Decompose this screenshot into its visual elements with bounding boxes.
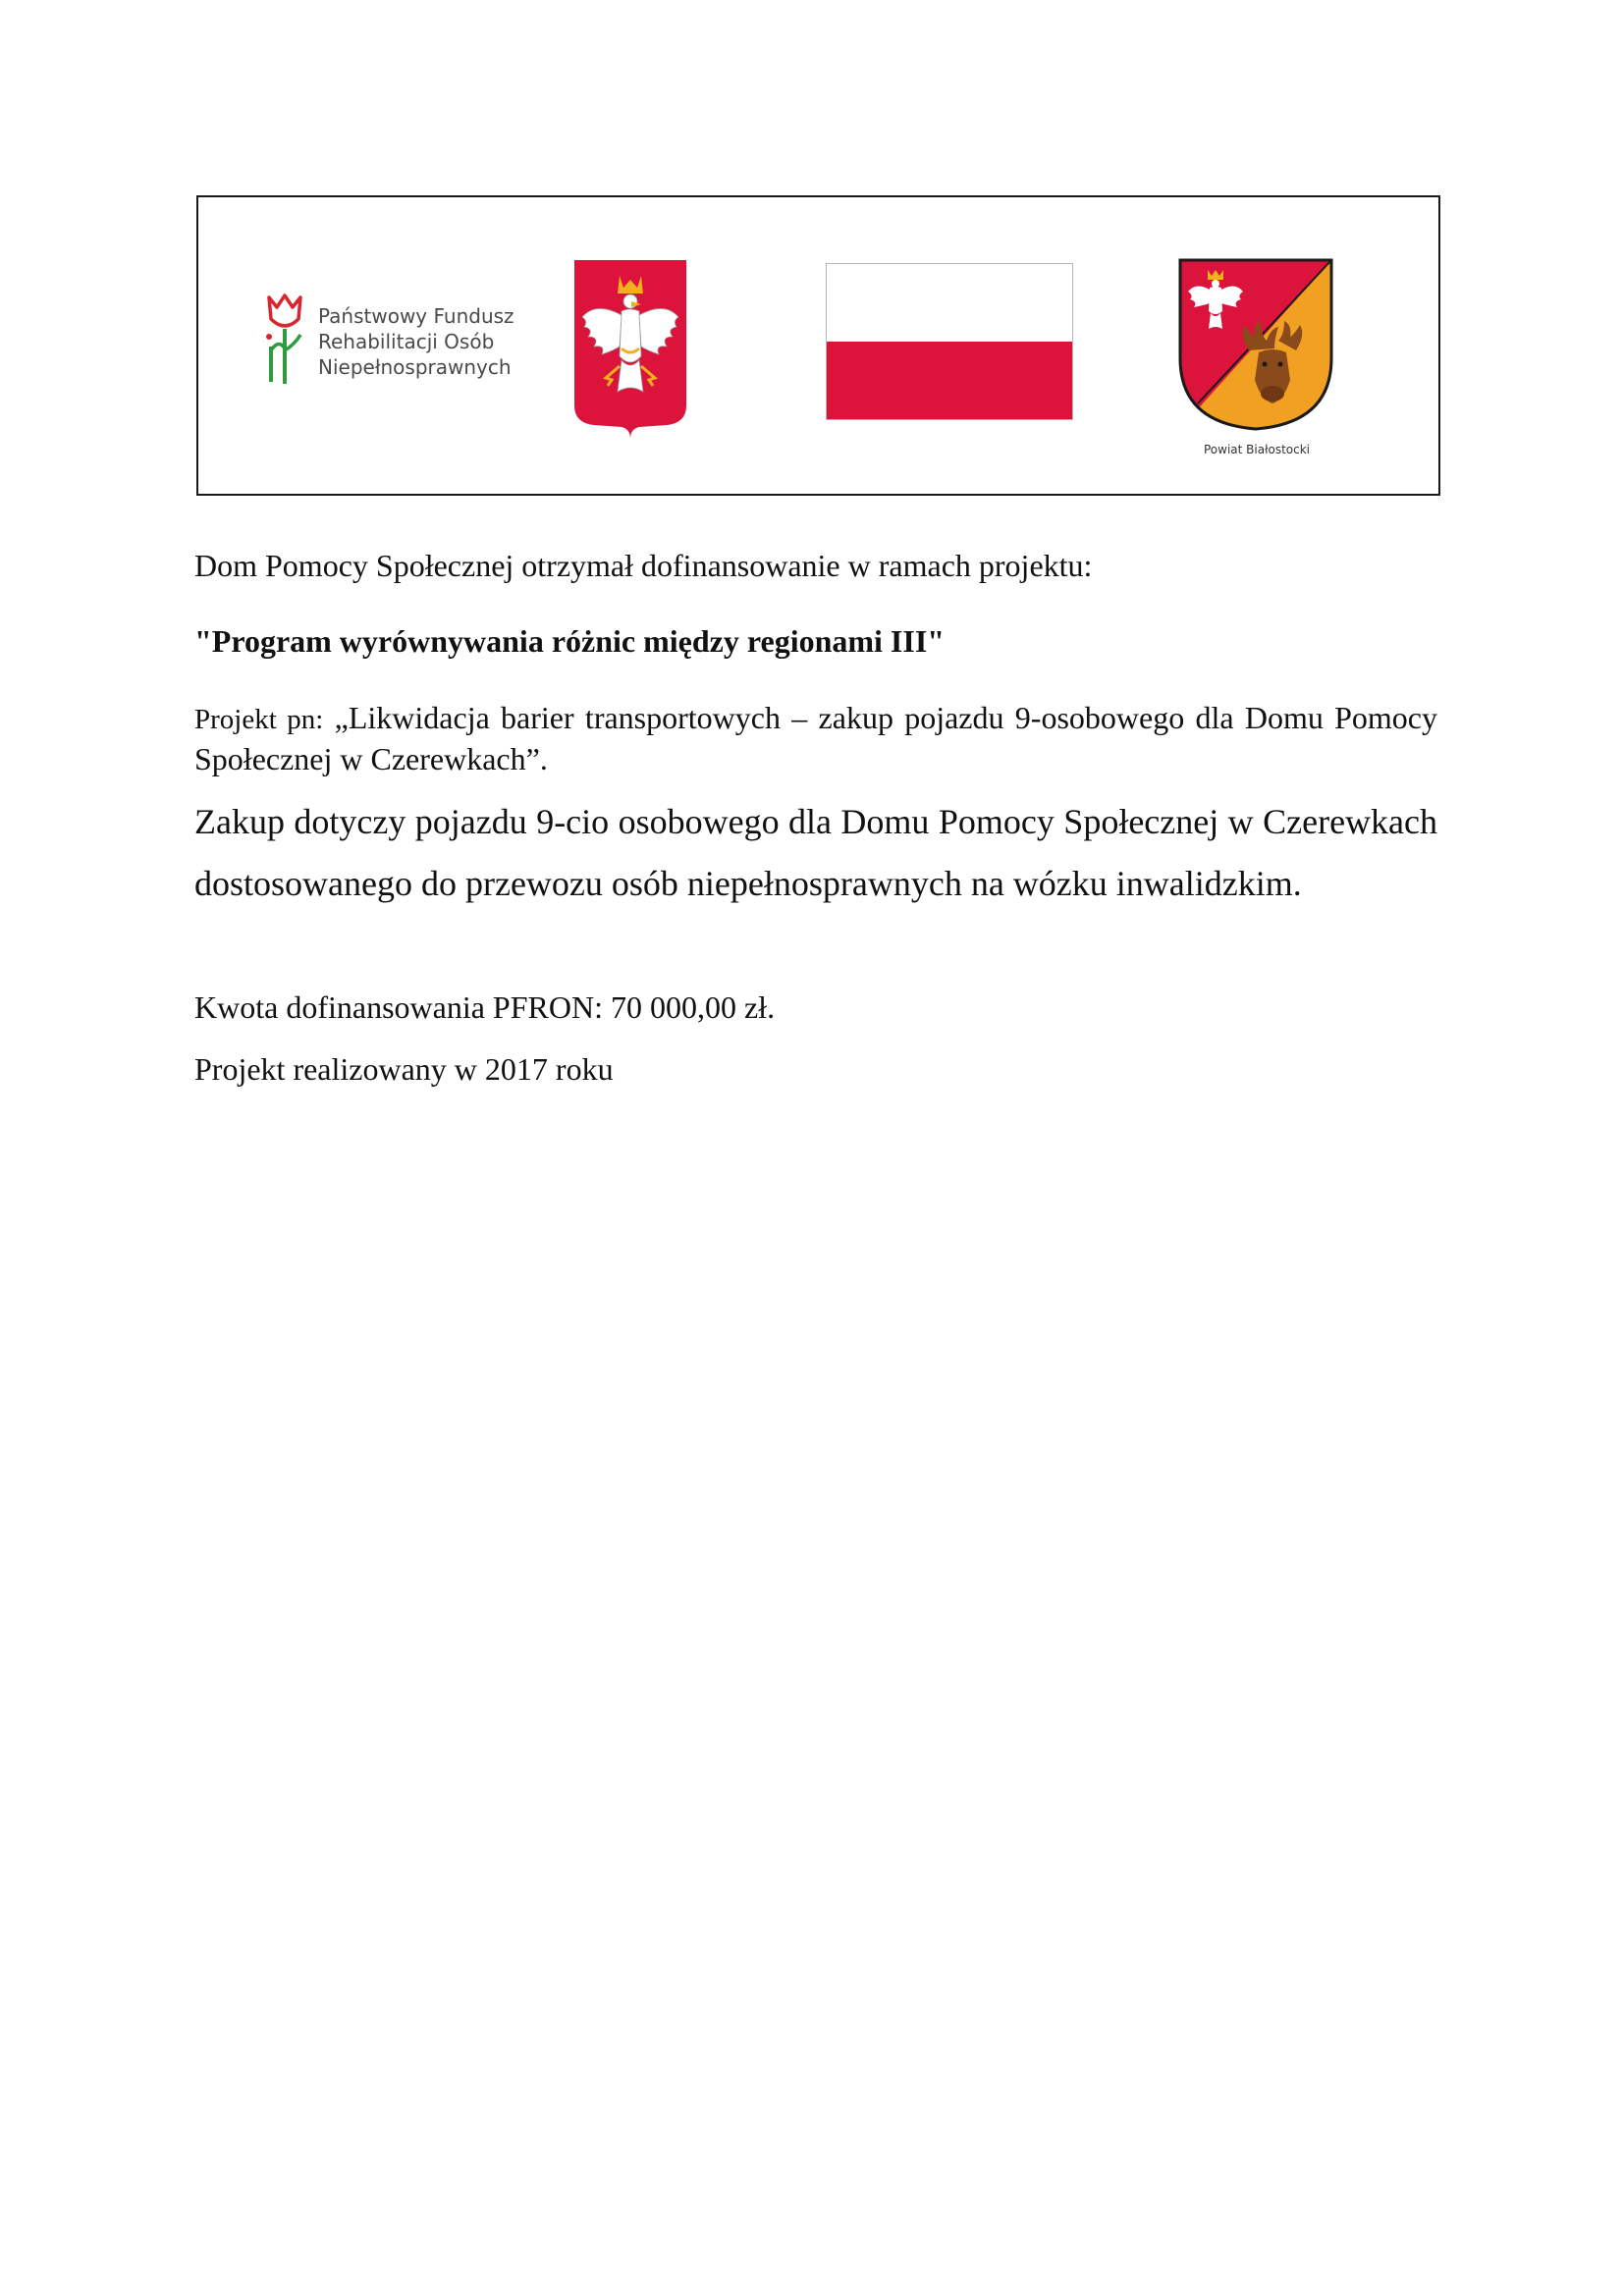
pfron-name-line-2: Rehabilitacji Osób (318, 330, 495, 353)
realization-year: Projekt realizowany w 2017 roku (194, 1051, 614, 1087)
pfron-logo (259, 290, 544, 398)
project-name (194, 698, 1437, 778)
pfron-name-line-3: Niepełnosprawnych (318, 355, 512, 379)
white-eagle-emblem-icon (572, 258, 688, 441)
intro-text: Dom Pomocy Społecznej otrzymał dofinansowanie w ramach projektu: (194, 548, 1093, 583)
project-title: „Likwidacja barier transportowych – zakup pojazdu 9-osobowego dla Domu Pomocy Społecznej w Czerewkach”. (194, 700, 1438, 776)
program-title: "Program wyrównywania różnic między regionami III" (194, 623, 946, 659)
flag-white-stripe (827, 264, 1072, 342)
powiat-crest-icon (1176, 256, 1335, 433)
purchase-description: Zakup dotyczy pojazdu 9-cio osobowego dla Domu Pomocy Społecznej w Czerewkach dostosowanego do przewozu osób niepełnosprawnych na wózku inwalidzkim. (194, 802, 1437, 903)
powiat-label: Powiat Białostocki (1203, 443, 1311, 456)
pfron-name-line-1: Państwowy Fundusz (318, 304, 514, 328)
project-prefix: Projekt pn: (194, 704, 324, 735)
tulip-wheelchair-icon (259, 290, 310, 388)
pfron-name (318, 303, 544, 380)
flag-red-stripe (827, 342, 1072, 419)
poland-flag-icon (826, 263, 1073, 420)
logo-banner (196, 195, 1440, 496)
funding-amount: Kwota dofinansowania PFRON: 70 000,00 zł. (194, 989, 776, 1025)
